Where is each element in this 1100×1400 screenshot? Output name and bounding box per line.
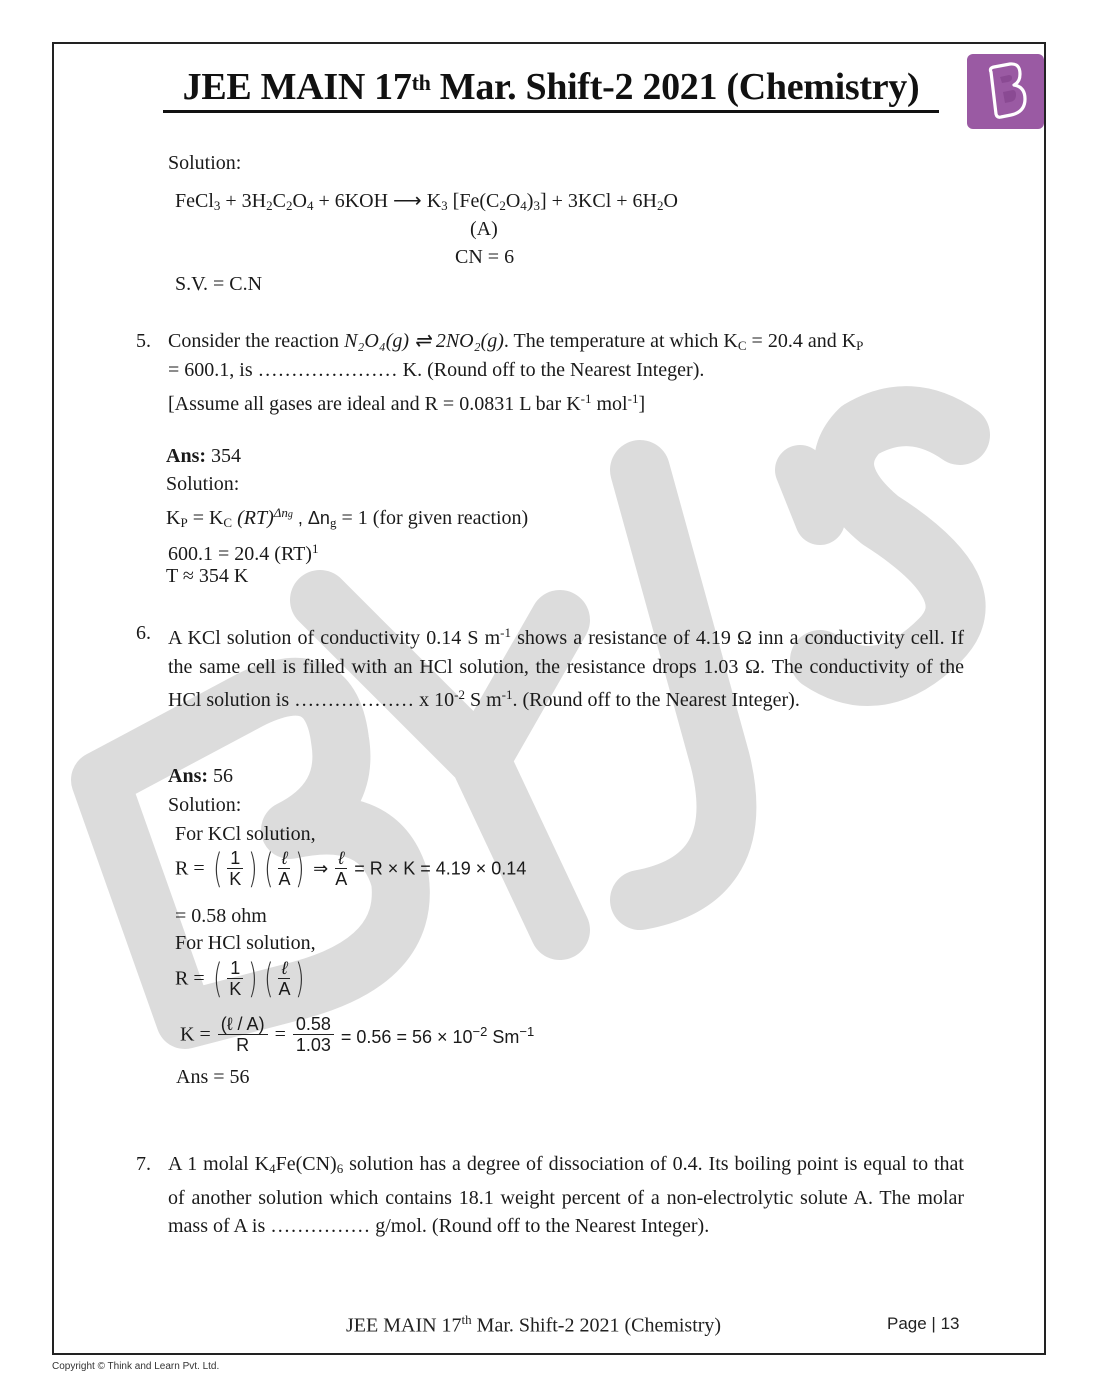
solution-label: Solution: bbox=[168, 794, 242, 816]
question-6-text: A KCl solution of conductivity 0.14 S $m^{-1}$ shows a resistance of 4.19 Ω inn a conductivity cell. If the same cell is filled with an HCl solution, the resistance drops 1.03 Ω. The conductivity of the HCl solution is ……………… x $10^{-2}$ S $m^{-1}$. (Round off to the Nearest Integer). bbox=[168, 625, 965, 711]
byjus-logo-icon bbox=[967, 54, 1044, 129]
copyright-notice: Copyright © Think and Learn Pvt. Ltd. bbox=[52, 1361, 220, 1372]
question-number-6: 6. bbox=[136, 622, 151, 644]
question-7-text: A 1 molal $K_4Fe(CN)_6$ solution has a degree of dissociation of 0.4. Its boiling point is equal to that of another solution which contains 18.1 weight percent of a non-electrolytic solute A. The molar mass of A is …………… g/mol. (Round off to the Nearest Integer). bbox=[168, 1153, 964, 1237]
question-5-line-3: [Assume all gases are ideal and R = 0.0831 L bar $K^{-1}$ mol$^{-1}$] bbox=[168, 391, 646, 415]
solution-label: Solution: bbox=[168, 152, 242, 174]
question-5-line-1: Consider the reaction N₂O₄(g) ⇌ 2NO₂(g). The temperature at which $K_C = 20.4$ and $K_P$ bbox=[168, 330, 864, 353]
hcl-heading: For HCl solution, bbox=[175, 932, 316, 954]
answer-5: Ans: 354 bbox=[166, 445, 242, 467]
question-number-7: 7. bbox=[136, 1153, 151, 1175]
footer-title: JEE MAIN 17th Mar. Shift-2 2021 (Chemistry) bbox=[346, 1312, 722, 1337]
conductivity-equation: K = $\frac{\text{(ℓ / A)}}{R}$ = $\frac{0.58}{1.03}$ = $0.56 = 56 \times 10^{-2}$ $Sm^{-1}$ bbox=[180, 1014, 535, 1055]
solution-label: Solution: bbox=[166, 473, 240, 495]
final-answer-6: Ans = 56 bbox=[176, 1066, 250, 1088]
hcl-equation: R = ( $\frac{1}{K}$ ) ( $\frac{\text{ℓ}}{A}$ ) bbox=[175, 955, 305, 1002]
question-5-line-2: = 600.1, is ………………… K. (Round off to the Nearest Integer). bbox=[168, 359, 705, 381]
kcl-equation: R = ( $\frac{1}{K}$ ) ( $\frac{\text{ℓ}}{A}$ ) ⇒ $\frac{\text{ℓ}}{A}$ = R × K = 4.19 × 0.14 bbox=[175, 845, 527, 892]
page-title: JEE MAIN 17th Mar. Shift-2 2021 (Chemistry) bbox=[163, 64, 939, 113]
solution-5-line-1: $K_P = K_C$ (RT)$^{\Delta ng}$ , $\Delta n_g = 1$ (for given reaction) bbox=[166, 505, 529, 530]
kcl-result: = 0.58 ohm bbox=[175, 905, 267, 927]
question-number-5: 5. bbox=[136, 330, 151, 352]
secondary-valency: S.V. = C.N bbox=[175, 273, 263, 295]
kcl-heading: For KCl solution, bbox=[175, 823, 316, 845]
solution-5-line-2: 600.1 = 20.4 (RT)$^1$ bbox=[168, 541, 319, 565]
reaction-equation: FeCl$_3$ + $3H_2C_2O_4 + 6KOH$ ⟶ $K_3$ $[Fe(C_2O_4)_3] + 3KCl + 6H_2O$ bbox=[175, 190, 678, 213]
page-number: Page | 13 bbox=[887, 1314, 960, 1333]
product-label: (A) bbox=[470, 218, 498, 240]
solution-5-line-3: T ≈ 354 K bbox=[166, 565, 249, 587]
answer-6: Ans: 56 bbox=[168, 765, 234, 787]
coordination-number: CN = 6 bbox=[455, 246, 515, 268]
